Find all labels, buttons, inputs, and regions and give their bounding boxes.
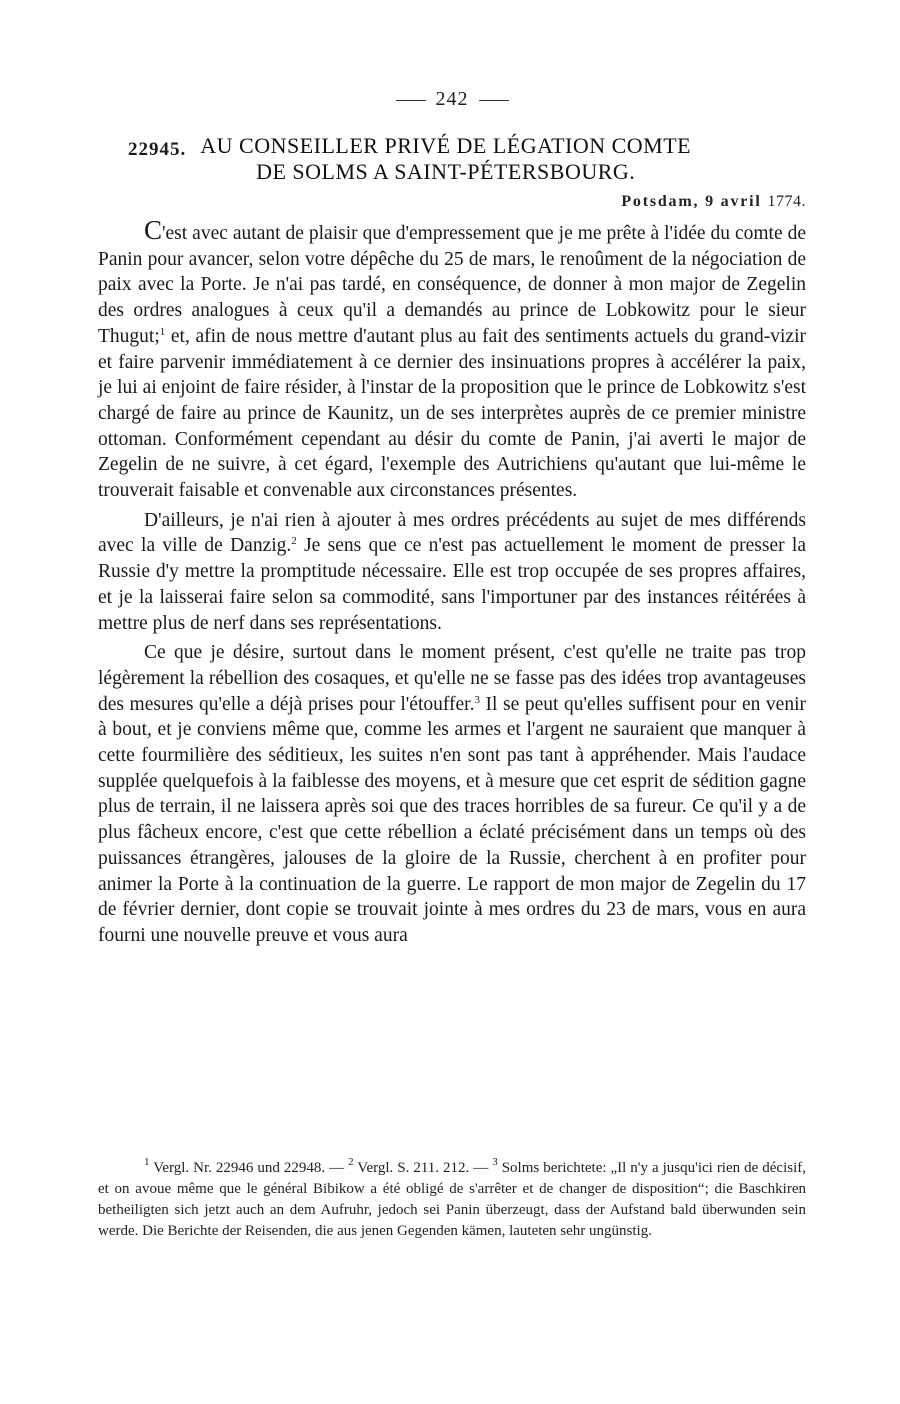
- footnote-3: Solms berichtete: „Il n'y a jusqu'ici rien de décisif, et on avoue même que le général Bibikow a été obligé de s'arrêter et de changer de disposition“; die Baschkiren betheiligten sich jetzt auch an dem Aufruhr, jedoch sei Panin überzeugt, dass der Aufstand bald überwunden sein werde. Die Berichte der Reisenden, die aus jenen Gegenden kämen, lauteten sehr ungünstig.: [98, 1160, 806, 1239]
- dateline: [98, 193, 806, 211]
- rule-right: [479, 100, 509, 101]
- initial-letter: C: [144, 215, 163, 245]
- footnote-1: Vergl. Nr. 22946 und 22948. —: [149, 1160, 349, 1176]
- footnote-ref-1: 1: [159, 325, 166, 338]
- page-number-text: 242: [435, 88, 469, 110]
- letter-title: [200, 133, 691, 185]
- letter-body: [98, 217, 806, 949]
- paragraph-1-part-b: et, afin de nous mettre d'autant plus au fait des sentiments actuels du grand-vizir et faire parvenir immédiatement à ce dernier des insinuations propres à accélérer la paix, je lui ai enjoint de faire résider, à l'instar de la proposition que le prince de Lobkowitz s'est chargé de faire au prince de Kaunitz, un de ses interprètes auprès de ce premier ministre ottoman. Conformément cependant au désir du comte de Panin, j'ai averti le major de Zegelin de ne suivre, à cet égard, l'exemple des Autrichiens qu'autant que lui-même le trouverait faisable et convenable aux circonstances présentes.: [98, 325, 806, 502]
- footnotes: [98, 1158, 806, 1242]
- letter-number: 22945.: [128, 139, 187, 160]
- year: 1774.: [767, 193, 806, 210]
- paragraph-2-part-b: Je sens que ce n'est pas actuellement le moment de presser la Russie d'y mettre la promptitude nécessaire. Elle est trop occupée de ses propres affaires, et je la laisserai faire selon sa commodité, sans l'importuner par des instances réitérées à mettre plus de nerf dans ses représentations.: [98, 535, 806, 634]
- paragraph-3: [98, 640, 806, 948]
- footnote-mark-3: 3: [492, 1156, 498, 1168]
- rule-left: [396, 100, 426, 101]
- letter-heading: [128, 133, 806, 185]
- paragraph-3-part-b: Il se peut qu'elles suffisent pour en venir à bout, et je conviens même que, comme les armes et l'argent ne sauraient que manquer à cette fourmilière des séditieux, les suites n'en sont pas tant à appréhender. Mais l'audace supplée quelquefois à la faiblesse des moyens, et à mesure que cet esprit de sédition gagne plus de terrain, il ne laissera après soi que des traces horribles de sa fureur. Ce qu'il y a de plus fâcheux encore, c'est que cette rébellion a éclaté précisément dans un temps où des puissances étrangères, jalouses de la gloire de la Russie, cherchent à en profiter pour animer la Porte à la continuation de la guerre. Le rapport de mon major de Zegelin du 17 de février dernier, dont copie se trouvait jointe à mes ordres du 23 de mars, vous en aura fourni une nouvelle preuve et vous aura: [98, 693, 806, 946]
- place-date: Potsdam, 9 avril: [621, 193, 762, 210]
- footnote-mark-1: 1: [144, 1156, 150, 1168]
- footnote-mark-2: 2: [348, 1156, 354, 1168]
- footnote-block: [98, 1158, 806, 1242]
- page-number: [98, 88, 806, 111]
- footnote-2: Vergl. S. 211. 212. —: [353, 1160, 493, 1176]
- footnote-ref-2: 2: [291, 535, 297, 548]
- footnote-ref-3: 3: [474, 693, 480, 706]
- paragraph-1-part-a: 'est avec autant de plaisir que d'empressement que je me prête à l'idée du comte de Panin pour avancer, selon votre dépêche du 25 de mars, le renoûment de la négociation de paix avec la Porte. Je n'ai pas tardé, en conséquence, de donner à mon major de Zegelin des ordres analogues à ceux qu'il a demandés au prince de Lobkowitz pour le sieur Thugut;: [98, 223, 806, 347]
- page: [98, 88, 806, 949]
- paragraph-2-part-a: D'ailleurs, je n'ai rien à ajouter à mes ordres précédents au sujet de mes différends avec la ville de Danzig.: [98, 509, 806, 557]
- paragraph-2: [98, 508, 806, 637]
- letter-title-line2: DE SOLMS A SAINT-PÉTERSBOURG.: [256, 159, 636, 184]
- paragraph-1: [98, 217, 806, 504]
- letter-title-line1: AU CONSEILLER PRIVÉ DE LÉGATION COMTE: [200, 133, 692, 158]
- paragraph-3-part-a: Ce que je désire, surtout dans le moment présent, c'est qu'elle ne traite pas trop légèrement la rébellion des cosaques, et qu'elle ne se fasse pas des idées trop avantageuses des mesures qu'elle a déjà prises pour l'étouffer.: [98, 642, 806, 715]
